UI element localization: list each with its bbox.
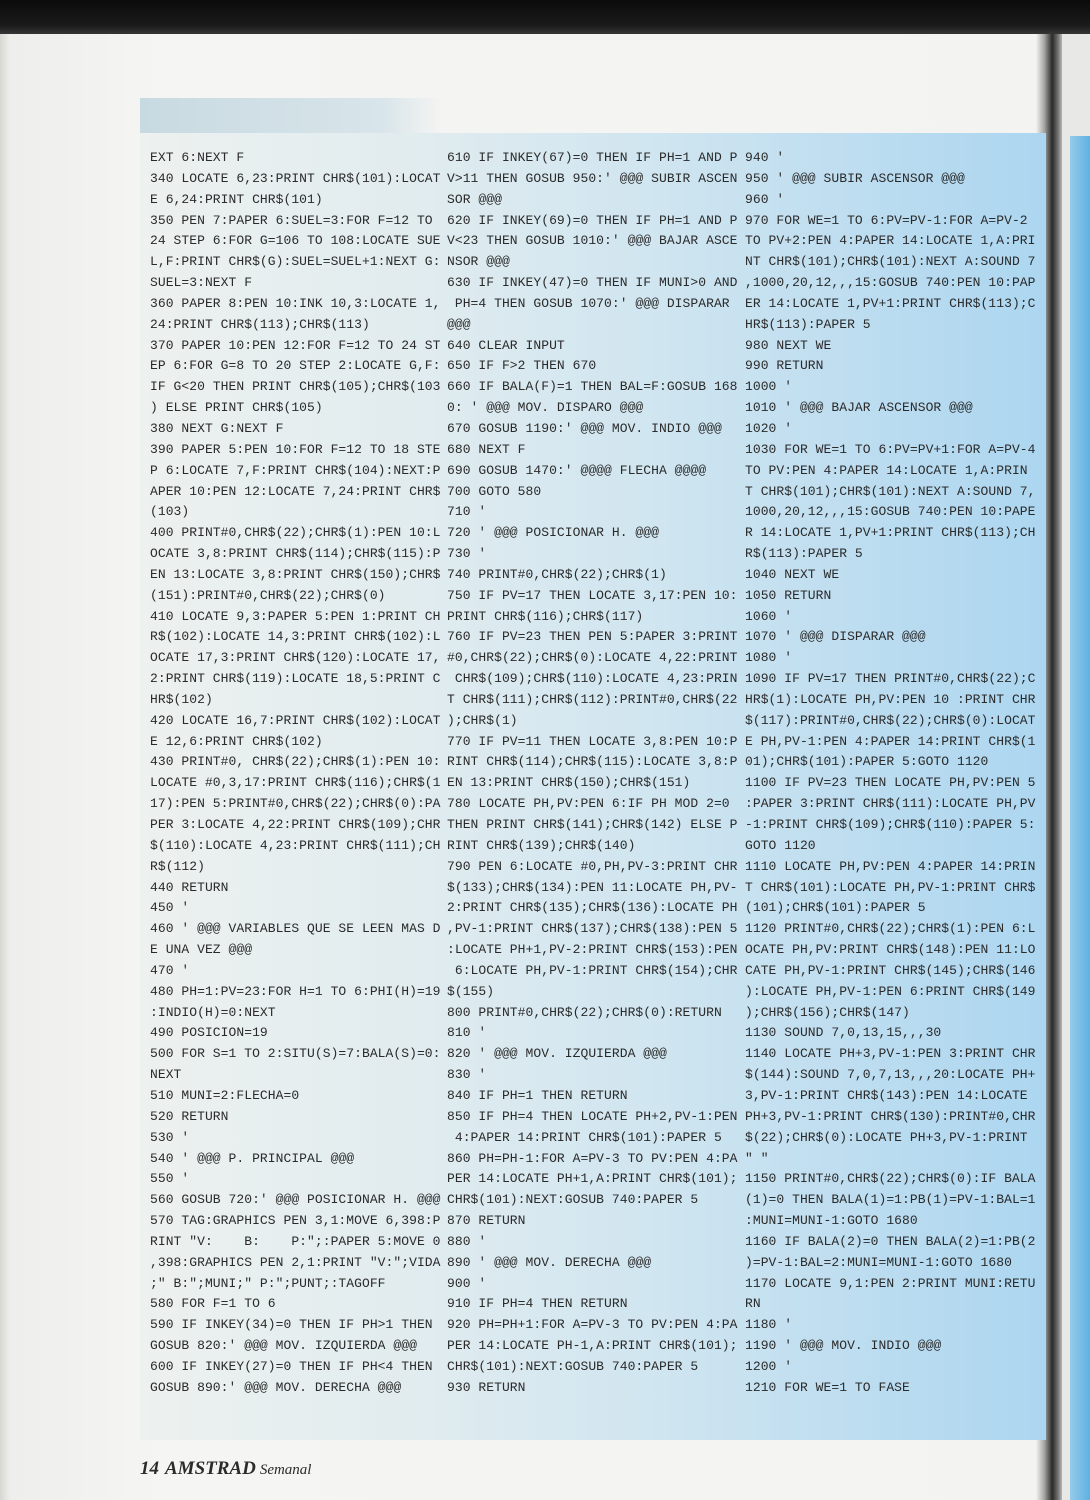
- code-line: 17):PEN 5:PRINT#0,CHR$(22);CHR$(0):PA: [150, 796, 441, 812]
- code-line: $(22);CHR$(0):LOCATE PH+3,PV-1:PRINT: [745, 1129, 1028, 1145]
- code-line: 600 IF INKEY(27)=0 THEN IF PH<4 THEN: [150, 1358, 433, 1374]
- code-line: 24:PRINT CHR$(113);CHR$(113): [150, 316, 370, 332]
- code-line: 700 GOTO 580: [447, 483, 542, 499]
- code-line: R 14:LOCATE 1,PV+1:PRINT CHR$(113);CH: [745, 525, 1036, 541]
- code-line: 1120 PRINT#0,CHR$(22);CHR$(1):PEN 6:L: [745, 921, 1036, 937]
- code-line: R$(112): [150, 858, 205, 874]
- code-line: 510 MUNI=2:FLECHA=0: [150, 1087, 300, 1103]
- listing-panel-header-tint: [140, 98, 442, 134]
- facing-page-blue-band: [1070, 136, 1090, 1500]
- code-line: PH+3,PV-1:PRINT CHR$(130):PRINT#0,CHR: [745, 1108, 1036, 1124]
- code-line: 940 ': [745, 150, 785, 165]
- code-line: 1170 LOCATE 9,1:PEN 2:PRINT MUNI:RETU: [745, 1275, 1036, 1291]
- code-line: 880 ': [447, 1233, 487, 1249]
- code-line: EP 6:FOR G=8 TO 20 STEP 2:LOCATE G,F:: [150, 358, 441, 374]
- code-line: 470 ': [150, 962, 190, 978]
- code-line: 770 IF PV=11 THEN LOCATE 3,8:PEN 10:P: [447, 733, 738, 749]
- code-line: $(144):SOUND 7,0,7,13,,,20:LOCATE PH+: [745, 1067, 1036, 1083]
- code-line: ):LOCATE PH,PV-1:PEN 6:PRINT CHR$(149: [745, 983, 1036, 999]
- code-line: 1160 IF BALA(2)=0 THEN BALA(2)=1:PB(2: [745, 1233, 1036, 1249]
- code-line: (103): [150, 504, 190, 520]
- code-line: 350 PEN 7:PAPER 6:SUEL=3:FOR F=12 TO: [150, 212, 433, 228]
- code-line: RINT CHR$(114);CHR$(115):LOCATE 3,8:P: [447, 754, 738, 770]
- code-line: 990 RETURN: [745, 358, 824, 374]
- code-line: 780 LOCATE PH,PV:PEN 6:IF PH MOD 2=0: [447, 796, 730, 812]
- code-line: 720 ' @@@ POSICIONAR H. @@@: [447, 525, 659, 541]
- code-line: 360 PAPER 8:PEN 10:INK 10,3:LOCATE 1,: [150, 295, 441, 311]
- code-line: APER 10:PEN 12:LOCATE 7,24:PRINT CHR$: [150, 483, 441, 499]
- code-line: 1200 ': [745, 1358, 793, 1374]
- code-line: EN 13:LOCATE 3,8:PRINT CHR$(150);CHR$: [150, 566, 441, 582]
- code-line: TO PV+2:PEN 4:PAPER 14:LOCATE 1,A:PRI: [745, 233, 1036, 249]
- code-line: $(110):LOCATE 4,23:PRINT CHR$(111);CH: [150, 837, 441, 853]
- code-line: 3,PV-1:PRINT CHR$(143):PEN 14:LOCATE: [745, 1087, 1028, 1103]
- code-line: T CHR$(101):LOCATE PH,PV-1:PRINT CHR$: [745, 879, 1036, 895]
- code-line: 4:PAPER 14:PRINT CHR$(101):PAPER 5: [447, 1129, 722, 1145]
- code-line: :PAPER 3:PRINT CHR$(111):LOCATE PH,PV: [745, 796, 1036, 812]
- code-line: 550 ': [150, 1171, 190, 1187]
- code-line: 910 IF PH=4 THEN RETURN: [447, 1296, 628, 1312]
- listing-column-1: [150, 148, 442, 1399]
- code-line: 1210 FOR WE=1 TO FASE: [745, 1379, 910, 1395]
- code-line: 460 ' @@@ VARIABLES QUE SE LEEN MAS D: [150, 921, 441, 937]
- code-line: OCATE PH,PV:PRINT CHR$(148):PEN 11:LO: [745, 942, 1036, 958]
- code-line: 860 PH=PH-1:FOR A=PV-3 TO PV:PEN 4:PA: [447, 1150, 738, 1166]
- code-line: V<23 THEN GOSUB 1010:' @@@ BAJAR ASCE: [447, 233, 738, 249]
- code-line: ,1000,20,12,,,15:GOSUB 740:PEN 10:PAP: [745, 275, 1036, 291]
- magazine-subtitle: Semanal: [259, 1462, 312, 1478]
- code-line: LOCATE #0,3,17:PRINT CHR$(116);CHR$(1: [150, 775, 441, 791]
- code-line: 660 IF BALA(F)=1 THEN BAL=F:GOSUB 168: [447, 379, 738, 395]
- code-line: 1050 RETURN: [745, 587, 832, 603]
- code-line: GOSUB 890:' @@@ MOV. DERECHA @@@: [150, 1379, 402, 1395]
- code-line: @@@: [447, 316, 471, 332]
- code-line: TO PV:PEN 4:PAPER 14:LOCATE 1,A:PRIN: [745, 462, 1028, 478]
- code-line: OCATE 17,3:PRINT CHR$(120):LOCATE 17,: [150, 650, 441, 666]
- code-line: R$(113):PAPER 5: [745, 546, 863, 562]
- code-line: 440 RETURN: [150, 879, 229, 895]
- code-line: 1040 NEXT WE: [745, 566, 840, 582]
- code-line: 830 ': [447, 1067, 487, 1083]
- page-number: 14: [140, 1458, 159, 1479]
- code-line: 610 IF INKEY(67)=0 THEN IF PH=1 AND P: [447, 150, 738, 165]
- code-line: 1150 PRINT#0,CHR$(22);CHR$(0):IF BALA: [745, 1171, 1036, 1187]
- code-line: 1070 ' @@@ DISPARAR @@@: [745, 629, 926, 645]
- code-line: HR$(102): [150, 691, 213, 707]
- code-line: 1000 ': [745, 379, 793, 395]
- code-line: 710 ': [447, 504, 487, 520]
- code-line: 1180 ': [745, 1317, 793, 1333]
- code-line: 570 TAG:GRAPHICS PEN 3,1:MOVE 6,398:P: [150, 1213, 441, 1229]
- code-line: 1140 LOCATE PH+3,PV-1:PEN 3:PRINT CHR: [745, 1046, 1036, 1062]
- code-line: GOTO 1120: [745, 837, 816, 853]
- code-line: 630 IF INKEY(47)=0 THEN IF MUNI>0 AND: [447, 275, 738, 291]
- code-line: 1020 ': [745, 420, 793, 436]
- code-line: 930 RETURN: [447, 1379, 526, 1395]
- code-line: RN: [745, 1296, 761, 1312]
- code-line: E 12,6:PRINT CHR$(102): [150, 733, 323, 749]
- code-line: 530 ': [150, 1129, 190, 1145]
- code-line: EN 13:PRINT CHR$(150);CHR$(151): [447, 775, 691, 791]
- code-line: 850 IF PH=4 THEN LOCATE PH+2,PV-1:PEN: [447, 1108, 738, 1124]
- code-line: 1010 ' @@@ BAJAR ASCENSOR @@@: [745, 400, 973, 416]
- code-line: :LOCATE PH+1,PV-2:PRINT CHR$(153):PEN: [447, 942, 738, 958]
- code-line: 1110 LOCATE PH,PV:PEN 4:PAPER 14:PRIN: [745, 858, 1036, 874]
- code-line: V>11 THEN GOSUB 950:' @@@ SUBIR ASCEN: [447, 170, 738, 186]
- code-line: $(133);CHR$(134):PEN 11:LOCATE PH,PV-: [447, 879, 738, 895]
- listing-column-2: [447, 148, 739, 1399]
- code-line: THEN PRINT CHR$(141);CHR$(142) ELSE P: [447, 817, 738, 832]
- code-line: ER 14:LOCATE 1,PV+1:PRINT CHR$(113);C: [745, 295, 1036, 311]
- code-line: 740 PRINT#0,CHR$(22);CHR$(1): [447, 566, 667, 582]
- code-line: ,PV-1:PRINT CHR$(137);CHR$(138):PEN 5: [447, 921, 738, 937]
- code-line: 540 ' @@@ P. PRINCIPAL @@@: [150, 1150, 355, 1166]
- code-line: ) ELSE PRINT CHR$(105): [150, 400, 323, 416]
- code-line: RINT CHR$(139);CHR$(140): [447, 837, 636, 853]
- code-line: 790 PEN 6:LOCATE #0,PH,PV-3:PRINT CHR: [447, 858, 738, 874]
- code-line: IF G<20 THEN PRINT CHR$(105);CHR$(103: [150, 379, 441, 395]
- code-line: T CHR$(111);CHR$(112):PRINT#0,CHR$(22: [447, 691, 738, 707]
- code-line: CATE PH,PV-1:PRINT CHR$(145);CHR$(146: [745, 962, 1036, 978]
- code-line: RINT "V: B: P:";:PAPER 5:MOVE 0: [150, 1233, 441, 1249]
- code-line: )=PV-1:BAL=2:MUNI=MUNI-1:GOTO 1680: [745, 1254, 1012, 1270]
- code-line: PRINT CHR$(116);CHR$(117): [447, 608, 644, 624]
- code-line: PER 14:LOCATE PH-1,A:PRINT CHR$(101);: [447, 1338, 738, 1354]
- code-line: 730 ': [447, 546, 487, 562]
- code-line: PH=4 THEN GOSUB 1070:' @@@ DISPARAR: [447, 295, 730, 311]
- code-line: 750 IF PV=17 THEN LOCATE 3,17:PEN 10:: [447, 587, 738, 603]
- code-line: 420 LOCATE 16,7:PRINT CHR$(102):LOCAT: [150, 712, 441, 728]
- code-line: SOR @@@: [447, 191, 502, 207]
- code-line: 800 PRINT#0,CHR$(22);CHR$(0):RETURN: [447, 1004, 722, 1020]
- code-line: 580 FOR F=1 TO 6: [150, 1296, 276, 1312]
- code-line: 1080 ': [745, 650, 793, 666]
- code-line: 840 IF PH=1 THEN RETURN: [447, 1087, 628, 1103]
- code-line: 1100 IF PV=23 THEN LOCATE PH,PV:PEN 5: [745, 775, 1036, 791]
- code-line: 480 PH=1:PV=23:FOR H=1 TO 6:PHI(H)=19: [150, 983, 441, 999]
- code-line: 0: ' @@@ MOV. DISPARO @@@: [447, 400, 644, 416]
- code-line: 870 RETURN: [447, 1213, 526, 1229]
- code-line: 01);CHR$(101):PAPER 5:GOTO 1120: [745, 754, 989, 770]
- code-line: EXT 6:NEXT F: [150, 150, 245, 165]
- scanner-top-edge: [0, 0, 1090, 36]
- code-line: 820 ' @@@ MOV. IZQUIERDA @@@: [447, 1046, 667, 1062]
- code-line: NEXT: [150, 1067, 182, 1083]
- code-line: 560 GOSUB 720:' @@@ POSICIONAR H. @@@: [150, 1192, 441, 1208]
- code-line: 590 IF INKEY(34)=0 THEN IF PH>1 THEN: [150, 1317, 433, 1333]
- code-line: E UNA VEZ @@@: [150, 942, 253, 958]
- code-line: 2:PRINT CHR$(119):LOCATE 18,5:PRINT C: [150, 671, 441, 687]
- code-line: PER 14:LOCATE PH+1,A:PRINT CHR$(101);: [447, 1171, 738, 1187]
- code-line: 410 LOCATE 9,3:PAPER 5:PEN 1:PRINT CH: [150, 608, 441, 624]
- code-line: NSOR @@@: [447, 254, 510, 270]
- code-line: 890 ' @@@ MOV. DERECHA @@@: [447, 1254, 652, 1270]
- code-line: 1130 SOUND 7,0,13,15,,,30: [745, 1025, 942, 1041]
- page-footer: [140, 1458, 311, 1480]
- code-line: 390 PAPER 5:PEN 10:FOR F=12 TO 18 STE: [150, 441, 441, 457]
- code-line: 960 ': [745, 191, 785, 207]
- code-line: 400 PRINT#0,CHR$(22);CHR$(1):PEN 10:L: [150, 525, 441, 541]
- code-line: PER 3:LOCATE 4,22:PRINT CHR$(109);CHR: [150, 817, 441, 832]
- code-line: 340 LOCATE 6,23:PRINT CHR$(101):LOCAT: [150, 170, 441, 186]
- code-line: 650 IF F>2 THEN 670: [447, 358, 597, 374]
- code-line: 24 STEP 6:FOR G=106 TO 108:LOCATE SUE: [150, 233, 441, 249]
- code-line: 430 PRINT#0, CHR$(22);CHR$(1):PEN 10:: [150, 754, 441, 770]
- code-line: $(155): [447, 983, 495, 999]
- code-line: OCATE 3,8:PRINT CHR$(114);CHR$(115):P: [150, 546, 441, 562]
- code-line: 500 FOR S=1 TO 2:SITU(S)=7:BALA(S)=0:: [150, 1046, 441, 1062]
- code-line: (1)=0 THEN BALA(1)=1:PB(1)=PV-1:BAL=1: [745, 1192, 1036, 1208]
- code-line: P 6:LOCATE 7,F:PRINT CHR$(104):NEXT:P: [150, 462, 441, 478]
- code-line: $(117):PRINT#0,CHR$(22);CHR$(0):LOCAT: [745, 712, 1036, 728]
- code-line: 6:LOCATE PH,PV-1:PRINT CHR$(154);CHR: [447, 962, 738, 978]
- code-line: E 6,24:PRINT CHR$(101): [150, 191, 323, 207]
- code-line: ;" B:";MUNI;" P:";PUNT;:TAGOFF: [150, 1275, 386, 1291]
- code-line: 620 IF INKEY(69)=0 THEN IF PH=1 AND P: [447, 212, 738, 228]
- code-line: 670 GOSUB 1190:' @@@ MOV. INDIO @@@: [447, 420, 722, 436]
- code-line: 690 GOSUB 1470:' @@@@ FLECHA @@@@: [447, 462, 707, 478]
- code-line: CHR$(101):NEXT:GOSUB 740:PAPER 5: [447, 1358, 699, 1374]
- code-line: SUEL=3:NEXT F: [150, 275, 253, 291]
- code-line: 370 PAPER 10:PEN 12:FOR F=12 TO 24 ST: [150, 337, 441, 353]
- code-line: 1000,20,12,,,15:GOSUB 740:PEN 10:PAPE: [745, 504, 1036, 520]
- code-line: 970 FOR WE=1 TO 6:PV=PV-1:FOR A=PV-2: [745, 212, 1028, 228]
- code-line: -1:PRINT CHR$(109);CHR$(110):PAPER 5:: [745, 817, 1036, 832]
- code-line: 450 ': [150, 900, 190, 916]
- code-line: (151):PRINT#0,CHR$(22);CHR$(0): [150, 587, 386, 603]
- code-line: );CHR$(1): [447, 712, 518, 728]
- code-line: T CHR$(101);CHR$(101):NEXT A:SOUND 7,: [745, 483, 1036, 499]
- listing-column-3: [745, 148, 1037, 1399]
- magazine-title: AMSTRAD: [165, 1458, 256, 1479]
- code-line: 1060 ': [745, 608, 793, 624]
- code-line: NT CHR$(101);CHR$(101):NEXT A:SOUND 7: [745, 254, 1036, 270]
- code-line: 980 NEXT WE: [745, 337, 832, 353]
- code-line: 520 RETURN: [150, 1108, 229, 1124]
- code-line: 950 ' @@@ SUBIR ASCENSOR @@@: [745, 170, 965, 186]
- code-line: CHR$(101):NEXT:GOSUB 740:PAPER 5: [447, 1192, 699, 1208]
- code-line: #0,CHR$(22);CHR$(0):LOCATE 4,22:PRINT: [447, 650, 738, 666]
- code-line: 640 CLEAR INPUT: [447, 337, 565, 353]
- code-line: CHR$(109);CHR$(110):LOCATE 4,23:PRIN: [447, 671, 738, 687]
- code-line: :INDIO(H)=0:NEXT: [150, 1004, 276, 1020]
- code-line: HR$(113):PAPER 5: [745, 316, 871, 332]
- code-line: ,398:GRAPHICS PEN 2,1:PRINT "V:";VIDA: [150, 1254, 441, 1270]
- code-line: 2:PRINT CHR$(135);CHR$(136):LOCATE PH: [447, 900, 738, 916]
- code-line: :MUNI=MUNI-1:GOTO 1680: [745, 1213, 918, 1229]
- code-line: 1030 FOR WE=1 TO 6:PV=PV+1:FOR A=PV-4: [745, 441, 1036, 457]
- code-line: L,F:PRINT CHR$(G):SUEL=SUEL+1:NEXT G:: [150, 254, 441, 270]
- code-line: 920 PH=PH+1:FOR A=PV-3 TO PV:PEN 4:PA: [447, 1317, 738, 1333]
- code-line: R$(102):LOCATE 14,3:PRINT CHR$(102):L: [150, 629, 441, 645]
- code-line: " ": [745, 1150, 769, 1166]
- code-line: GOSUB 820:' @@@ MOV. IZQUIERDA @@@: [150, 1338, 417, 1354]
- code-line: HR$(1):LOCATE PH,PV:PEN 10 :PRINT CHR: [745, 691, 1036, 707]
- code-line: 1190 ' @@@ MOV. INDIO @@@: [745, 1338, 942, 1354]
- code-line: 900 ': [447, 1275, 487, 1291]
- code-line: E PH,PV-1:PEN 4:PAPER 14:PRINT CHR$(1: [745, 733, 1036, 749]
- code-line: 490 POSICION=19: [150, 1025, 268, 1041]
- code-line: 810 ': [447, 1025, 487, 1041]
- code-line: 760 IF PV=23 THEN PEN 5:PAPER 3:PRINT: [447, 629, 738, 645]
- code-line: 680 NEXT F: [447, 441, 526, 457]
- code-line: (101);CHR$(101):PAPER 5: [745, 900, 926, 916]
- code-line: );CHR$(156);CHR$(147): [745, 1004, 910, 1020]
- code-line: 380 NEXT G:NEXT F: [150, 420, 284, 436]
- code-line: 1090 IF PV=17 THEN PRINT#0,CHR$(22);C: [745, 671, 1036, 687]
